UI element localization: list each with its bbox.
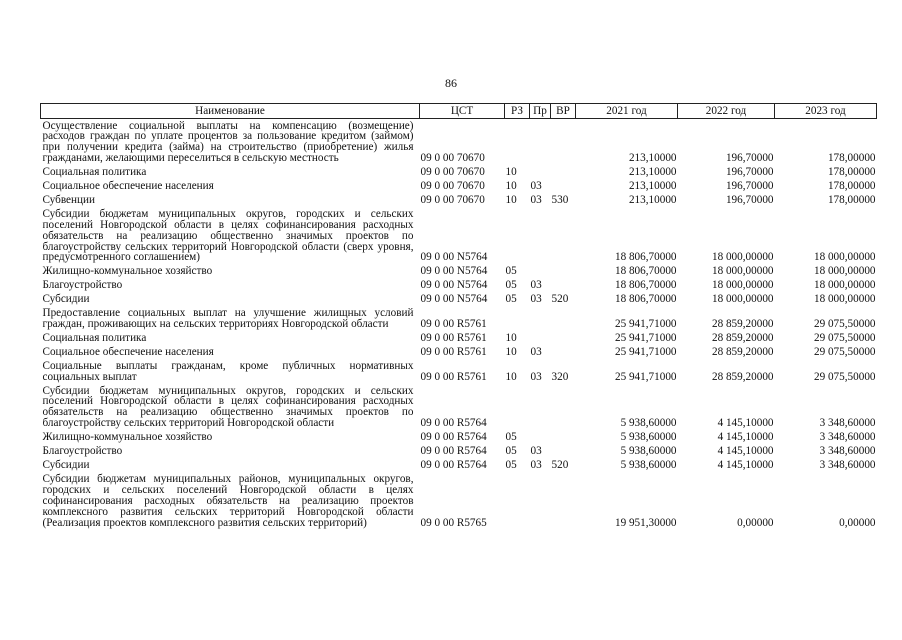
row-cst: 09 0 00 R5765 — [420, 516, 487, 529]
row-vr: 320 — [551, 370, 569, 383]
row-cst: 09 0 00 N5764 — [420, 265, 488, 278]
row-rz: 05 — [505, 431, 517, 444]
column-header-vr: ВР — [551, 104, 576, 119]
row-rz: 10 — [505, 193, 517, 206]
table-row — [41, 307, 877, 332]
row-amount-2022: 28 859,20000 — [711, 331, 774, 344]
row-rz: 10 — [505, 345, 517, 358]
row-cst: 09 0 00 R5761 — [420, 370, 487, 383]
row-pr — [530, 331, 551, 345]
column-header-name: Наименование — [41, 104, 420, 119]
row-vr — [551, 431, 576, 445]
row-name: Субсидии бюджетам муниципальных округов, городских и сельских поселений Новгородской области в целях софинансирования расходных обязательств на реализацию общественно значимых проектов по благоустройству сельских территорий Новгородской области (сверх уровня, предусмотренного соглашением) — [42, 207, 414, 264]
row-vr — [551, 119, 576, 166]
row-amount-2023: 3 348,60000 — [819, 445, 876, 458]
row-rz: 10 — [505, 180, 517, 193]
row-cst: 09 0 00 70670 — [420, 193, 485, 206]
row-pr: 03 — [530, 458, 542, 471]
column-header-pr: Пр — [530, 104, 551, 119]
row-amount-2022: 196,70000 — [725, 166, 774, 179]
row-rz — [505, 472, 530, 530]
row-cst: 09 0 00 R5761 — [420, 345, 487, 358]
row-pr — [530, 166, 551, 180]
row-amount-2021: 5 938,60000 — [620, 417, 677, 430]
table-body — [41, 119, 877, 530]
row-amount-2023: 29 075,50000 — [813, 345, 876, 358]
row-amount-2022: 28 859,20000 — [711, 318, 774, 330]
row-pr — [530, 307, 551, 332]
row-pr: 03 — [530, 445, 542, 458]
row-rz: 05 — [505, 293, 517, 306]
row-pr: 03 — [530, 279, 542, 292]
table-header-row — [41, 104, 877, 119]
row-amount-2023: 3 348,60000 — [819, 458, 876, 471]
row-amount-2022: 4 145,10000 — [717, 445, 774, 458]
row-amount-2021: 18 806,70000 — [614, 293, 677, 306]
row-cst: 09 0 00 N5764 — [420, 251, 488, 264]
table-row — [41, 293, 877, 307]
row-amount-2022: 28 859,20000 — [711, 345, 774, 358]
row-name: Социальное обеспечение населения — [42, 180, 214, 193]
row-amount-2023: 29 075,50000 — [813, 318, 876, 330]
table-row — [41, 458, 877, 472]
row-vr — [551, 472, 576, 530]
row-vr: 530 — [551, 193, 569, 206]
row-name: Осуществление социальной выплаты на компенсацию (возмещение) расходов граждан по уплате процентов за пользование кредитом (займом) при получении кредита (займа) на строительство (приобретение) жилья гражданами, желающими переселиться в сельскую местность — [42, 119, 414, 165]
row-amount-2023: 178,00000 — [827, 180, 876, 193]
row-amount-2023: 18 000,00000 — [813, 265, 876, 278]
row-vr — [551, 180, 576, 194]
column-header-rz: РЗ — [505, 104, 530, 119]
row-amount-2021: 18 806,70000 — [614, 265, 677, 278]
row-amount-2022: 28 859,20000 — [711, 370, 774, 383]
row-name: Социальная политика — [42, 166, 147, 179]
row-amount-2021: 25 941,71000 — [614, 331, 677, 344]
row-amount-2021: 19 951,30000 — [614, 516, 677, 529]
row-amount-2021: 5 938,60000 — [620, 458, 677, 471]
row-cst: 09 0 00 70670 — [420, 152, 485, 165]
row-cst: 09 0 00 R5764 — [420, 445, 487, 458]
row-amount-2021: 213,10000 — [628, 166, 677, 179]
row-name: Благоустройство — [42, 445, 123, 458]
row-pr: 03 — [530, 370, 542, 383]
row-cst: 09 0 00 70670 — [420, 180, 485, 193]
row-rz: 05 — [505, 265, 517, 278]
row-cst: 09 0 00 R5764 — [420, 417, 487, 430]
row-rz: 05 — [505, 445, 517, 458]
row-rz: 10 — [505, 331, 517, 344]
row-rz — [505, 307, 530, 332]
row-amount-2022: 196,70000 — [725, 193, 774, 206]
row-name: Жилищно-коммунальное хозяйство — [42, 265, 213, 278]
row-vr — [551, 331, 576, 345]
row-amount-2023: 178,00000 — [827, 166, 876, 179]
row-vr — [551, 265, 576, 279]
budget-table — [40, 103, 877, 530]
row-name: Предоставление социальных выплат на улучшение жилищных условий граждан, проживающих на сельских территориях Новгородской области — [42, 307, 414, 330]
row-pr — [530, 472, 551, 530]
row-amount-2023: 0,00000 — [839, 516, 876, 529]
table-row — [41, 445, 877, 459]
row-amount-2021: 213,10000 — [628, 152, 677, 165]
row-pr: 03 — [530, 293, 542, 306]
row-amount-2022: 18 000,00000 — [711, 251, 774, 264]
row-cst: 09 0 00 N5764 — [420, 293, 488, 306]
row-pr — [530, 431, 551, 445]
column-header-2022: 2022 год — [678, 104, 775, 119]
row-vr: 520 — [551, 293, 569, 306]
row-cst: 09 0 00 R5764 — [420, 431, 487, 444]
row-vr — [551, 384, 576, 431]
row-amount-2022: 4 145,10000 — [717, 458, 774, 471]
row-amount-2023: 3 348,60000 — [819, 417, 876, 430]
row-amount-2021: 25 941,71000 — [614, 370, 677, 383]
table-row — [41, 472, 877, 530]
row-amount-2021: 213,10000 — [628, 180, 677, 193]
table-row — [41, 345, 877, 359]
row-amount-2023: 3 348,60000 — [819, 431, 876, 444]
row-amount-2022: 18 000,00000 — [711, 265, 774, 278]
row-amount-2022: 4 145,10000 — [717, 417, 774, 430]
row-vr — [551, 345, 576, 359]
row-amount-2021: 5 938,60000 — [620, 445, 677, 458]
row-cst: 09 0 00 R5764 — [420, 458, 487, 471]
row-name: Субвенции — [42, 193, 95, 206]
table-row — [41, 359, 877, 384]
row-name: Социальное обеспечение населения — [42, 345, 214, 358]
row-vr — [551, 445, 576, 459]
row-vr — [551, 307, 576, 332]
table-row — [41, 279, 877, 293]
table-row — [41, 180, 877, 194]
table-row — [41, 265, 877, 279]
row-name: Социальные выплаты гражданам, кроме публичных нормативных социальных выплат — [42, 359, 414, 383]
table-row — [41, 207, 877, 265]
row-cst: 09 0 00 R5761 — [420, 318, 487, 330]
row-name: Социальная политика — [42, 331, 147, 344]
row-name: Субсидии бюджетам муниципальных районов, муниципальных округов, городских и сельских поселений Новгородской области в целях софинансирования расходных обязательств на реализацию проектов комплексного развития сельских территорий Новгородской области (Реализация проектов комплексного развития сельских территорий) — [42, 472, 414, 529]
table-row — [41, 331, 877, 345]
row-rz: 05 — [505, 279, 517, 292]
row-amount-2023: 18 000,00000 — [813, 251, 876, 264]
row-vr — [551, 166, 576, 180]
row-vr: 520 — [551, 458, 569, 471]
row-amount-2023: 18 000,00000 — [813, 293, 876, 306]
column-header-cst: ЦСТ — [420, 104, 505, 119]
table-row — [41, 166, 877, 180]
row-amount-2022: 196,70000 — [725, 180, 774, 193]
row-amount-2022: 4 145,10000 — [717, 431, 774, 444]
row-amount-2021: 18 806,70000 — [614, 279, 677, 292]
row-name: Субсидии — [42, 293, 90, 306]
row-pr — [530, 384, 551, 431]
row-pr — [530, 265, 551, 279]
row-amount-2023: 178,00000 — [827, 152, 876, 165]
table-row — [41, 119, 877, 166]
row-cst: 09 0 00 70670 — [420, 166, 485, 179]
row-amount-2021: 5 938,60000 — [620, 431, 677, 444]
page-number: 86 — [445, 76, 457, 90]
row-amount-2022: 0,00000 — [737, 516, 774, 529]
row-pr — [530, 207, 551, 265]
table-row — [41, 431, 877, 445]
table-row — [41, 384, 877, 431]
row-pr: 03 — [530, 193, 542, 206]
row-name: Субсидии бюджетам муниципальных округов, городских и сельских поселений Новгородской области в целях софинансирования расходных обязательств на реализацию общественно значимых проектов по благоустройству сельских территорий Новгородской области — [42, 384, 414, 430]
row-pr: 03 — [530, 345, 542, 358]
row-vr — [551, 279, 576, 293]
row-cst: 09 0 00 R5761 — [420, 331, 487, 344]
row-amount-2021: 18 806,70000 — [614, 251, 677, 264]
row-amount-2021: 25 941,71000 — [614, 318, 677, 330]
row-cst: 09 0 00 N5764 — [420, 279, 488, 292]
row-rz — [505, 119, 530, 166]
row-pr: 03 — [530, 180, 542, 193]
table-row — [41, 193, 877, 207]
row-rz — [505, 384, 530, 431]
column-header-2023: 2023 год — [775, 104, 877, 119]
row-vr — [551, 207, 576, 265]
row-amount-2023: 18 000,00000 — [813, 279, 876, 292]
row-amount-2022: 18 000,00000 — [711, 293, 774, 306]
row-name: Жилищно-коммунальное хозяйство — [42, 431, 213, 444]
row-name: Благоустройство — [42, 279, 123, 292]
row-name: Субсидии — [42, 458, 90, 471]
row-amount-2023: 178,00000 — [827, 193, 876, 206]
row-amount-2021: 25 941,71000 — [614, 345, 677, 358]
row-amount-2021: 213,10000 — [628, 193, 677, 206]
row-amount-2023: 29 075,50000 — [813, 370, 876, 383]
column-header-2021: 2021 год — [576, 104, 678, 119]
row-amount-2022: 196,70000 — [725, 152, 774, 165]
row-rz: 10 — [505, 166, 517, 179]
row-pr — [530, 119, 551, 166]
row-amount-2023: 29 075,50000 — [813, 331, 876, 344]
row-rz: 05 — [505, 458, 517, 471]
row-rz — [505, 207, 530, 265]
row-amount-2022: 18 000,00000 — [711, 279, 774, 292]
row-rz: 10 — [505, 370, 517, 383]
